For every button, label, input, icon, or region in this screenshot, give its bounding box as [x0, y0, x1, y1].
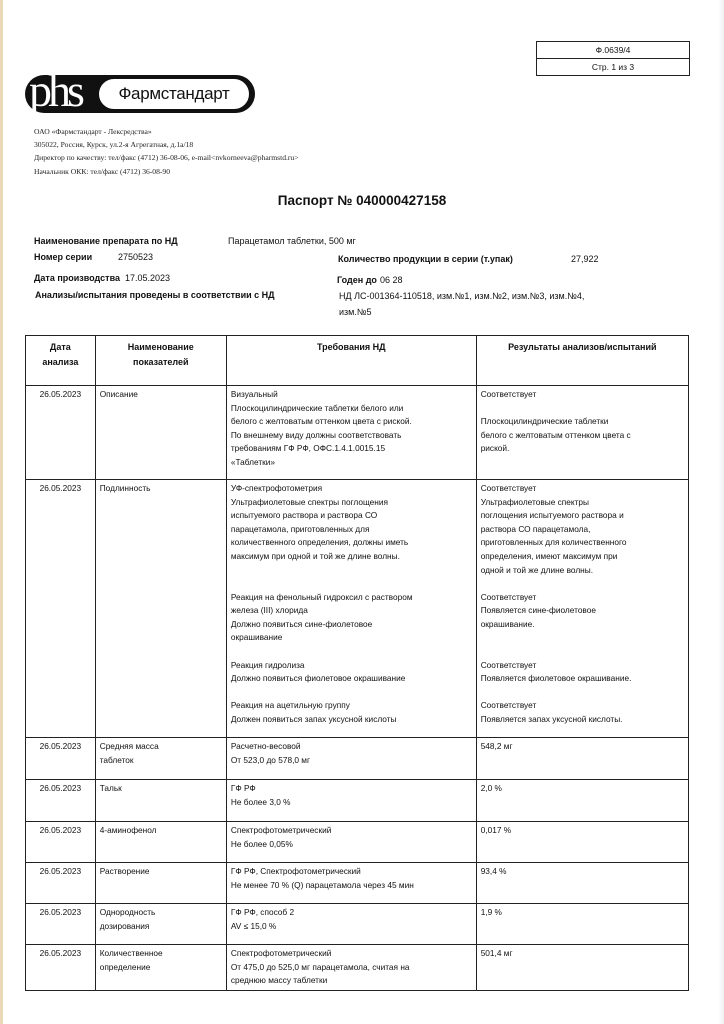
cell-result: Соответствует Ультрафиолетовые спектры поглощения испытуемого раствора и раствора СО парацетамола, приготовленных для количественного определения, имеют максимум при одной и той же длине волны. Соответствует Появляется сине-фиолетовое окрашивание. Соответствует Появляется фиолетовое окрашивание. Соответствует Появляется запах уксусной кислоты. [476, 480, 688, 738]
company-info [34, 125, 299, 178]
cell-indicator: Количественное определение [95, 945, 226, 991]
cell-date: 26.05.2023 [26, 822, 96, 863]
cell-date: 26.05.2023 [26, 780, 96, 822]
document-title: Паспорт № 040000427158 [277, 193, 447, 208]
page-counter: Стр. 1 из 3 [537, 58, 689, 75]
cell-indicator: Тальк [95, 780, 226, 822]
cell-requirements: Расчетно-весовой От 523,0 до 578,0 мг [226, 738, 476, 780]
header-indicator: Наименование показателей [95, 336, 226, 386]
tests-basis-value-line1: НД ЛС-001364-110518, изм.№1, изм.№2, изм.№3, изм.№4, [339, 291, 585, 301]
cell-requirements: Спектрофотометрический Не более 0,05% [226, 822, 476, 863]
cell-date: 26.05.2023 [26, 945, 96, 991]
logo-name: Фармстандарт [98, 78, 250, 110]
cell-result: 93,4 % [476, 863, 688, 904]
results-table [25, 335, 689, 991]
cell-requirements: УФ-спектрофотометрия Ультрафиолетовые спектры поглощения испытуемого раствора и раствора СО парацетамола, приготовленных для количественного определения, должны иметь максимум при одной и той же длине волны. Реакция на фенольный гидроксил с раствором железа (III) хлорида Должно появиться сине-фиолетовое окрашивание Реакция гидролиза Должно появиться фиолетовое окрашивание Реакция на ацетильную группу Должен появиться запах уксусной кислоты [226, 480, 476, 738]
quantity-label: Количество продукции в серии (т.упак) [338, 254, 513, 264]
drug-name-label: Наименование препарата по НД [34, 236, 178, 246]
cell-indicator: Растворение [95, 863, 226, 904]
scan-edge-right [718, 0, 724, 1024]
logo-mark: phs [29, 65, 81, 116]
cell-requirements: Визуальный Плоскоцилиндрические таблетки белого или белого с желтоватым оттенком цвета с риской. По внешнему виду должны соответствовать требованиям ГФ РФ, ОФС.1.4.1.0015.15 «Таблетки» [226, 386, 476, 480]
cell-requirements: ГФ РФ, Спектрофотометрический Не менее 70 % (Q) парацетамола через 45 мин [226, 863, 476, 904]
table-row [26, 480, 689, 738]
table-row [26, 780, 689, 822]
cell-requirements: Спектрофотометрический От 475,0 до 525,0 мг парацетамола, считая на среднюю массу таблетки [226, 945, 476, 991]
cell-result: 501,4 мг [476, 945, 688, 991]
company-director-contact: Директор по качеству: тел/факс (4712) 36-08-06, e-mail<nvkorneeva@pharmstd.ru> [34, 153, 299, 163]
company-okk-contact: Начальник ОКК: тел/факс (4712) 36-08-90 [34, 166, 171, 176]
series-value: 2750523 [118, 252, 154, 262]
table-row [26, 822, 689, 863]
cell-indicator: Описание [95, 386, 226, 480]
cell-result: 548,2 мг [476, 738, 688, 780]
tests-basis-value-line2: изм.№5 [339, 307, 372, 317]
cell-indicator: Подлинность [95, 480, 226, 738]
quantity-value: 27,922 [571, 254, 599, 264]
expiry-value: 06 28 [380, 275, 403, 285]
cell-indicator: 4-аминофенол [95, 822, 226, 863]
cell-requirements: ГФ РФ, способ 2 AV ≤ 15,0 % [226, 904, 476, 945]
cell-date: 26.05.2023 [26, 480, 96, 738]
cell-indicator: Средняя масса таблеток [95, 738, 226, 780]
expiry-label: Годен до [337, 275, 377, 285]
cell-result: 2,0 % [476, 780, 688, 822]
company-name: ОАО «Фармстандарт - Лексредства» [34, 127, 152, 136]
table-row [26, 904, 689, 945]
series-label: Номер серии [34, 252, 93, 262]
cell-result: 1,9 % [476, 904, 688, 945]
table-row [26, 945, 689, 991]
table-row [26, 863, 689, 904]
production-date-label: Дата производства [34, 273, 120, 283]
cell-indicator: Однородность дозирования [95, 904, 226, 945]
table-row [26, 386, 689, 480]
company-logo [25, 65, 257, 116]
company-address: 305022, Россия, Курск, ул.2-я Агрегатная, д.1а/18 [34, 140, 194, 150]
header-date: Дата анализа [26, 336, 96, 386]
cell-result: 0,017 % [476, 822, 688, 863]
cell-date: 26.05.2023 [26, 904, 96, 945]
table-header-row [26, 336, 689, 386]
production-date-value: 17.05.2023 [125, 273, 171, 283]
drug-name-value: Парацетамол таблетки, 500 мг [228, 236, 356, 246]
form-code-box [536, 41, 690, 76]
scan-edge-left [0, 0, 3, 1024]
cell-date: 26.05.2023 [26, 738, 96, 780]
tests-basis-label: Анализы/испытания проведены в соответствии с НД [35, 290, 275, 300]
cell-result: Соответствует Плоскоцилиндрические таблетки белого с желтоватым оттенком цвета с риской. [476, 386, 688, 480]
cell-date: 26.05.2023 [26, 386, 96, 480]
form-code: Ф.0639/4 [595, 45, 631, 55]
table-row [26, 738, 689, 780]
header-requirements: Требования НД [226, 336, 476, 386]
header-results: Результаты анализов/испытаний [476, 336, 688, 386]
cell-date: 26.05.2023 [26, 863, 96, 904]
cell-requirements: ГФ РФ Не более 3,0 % [226, 780, 476, 822]
